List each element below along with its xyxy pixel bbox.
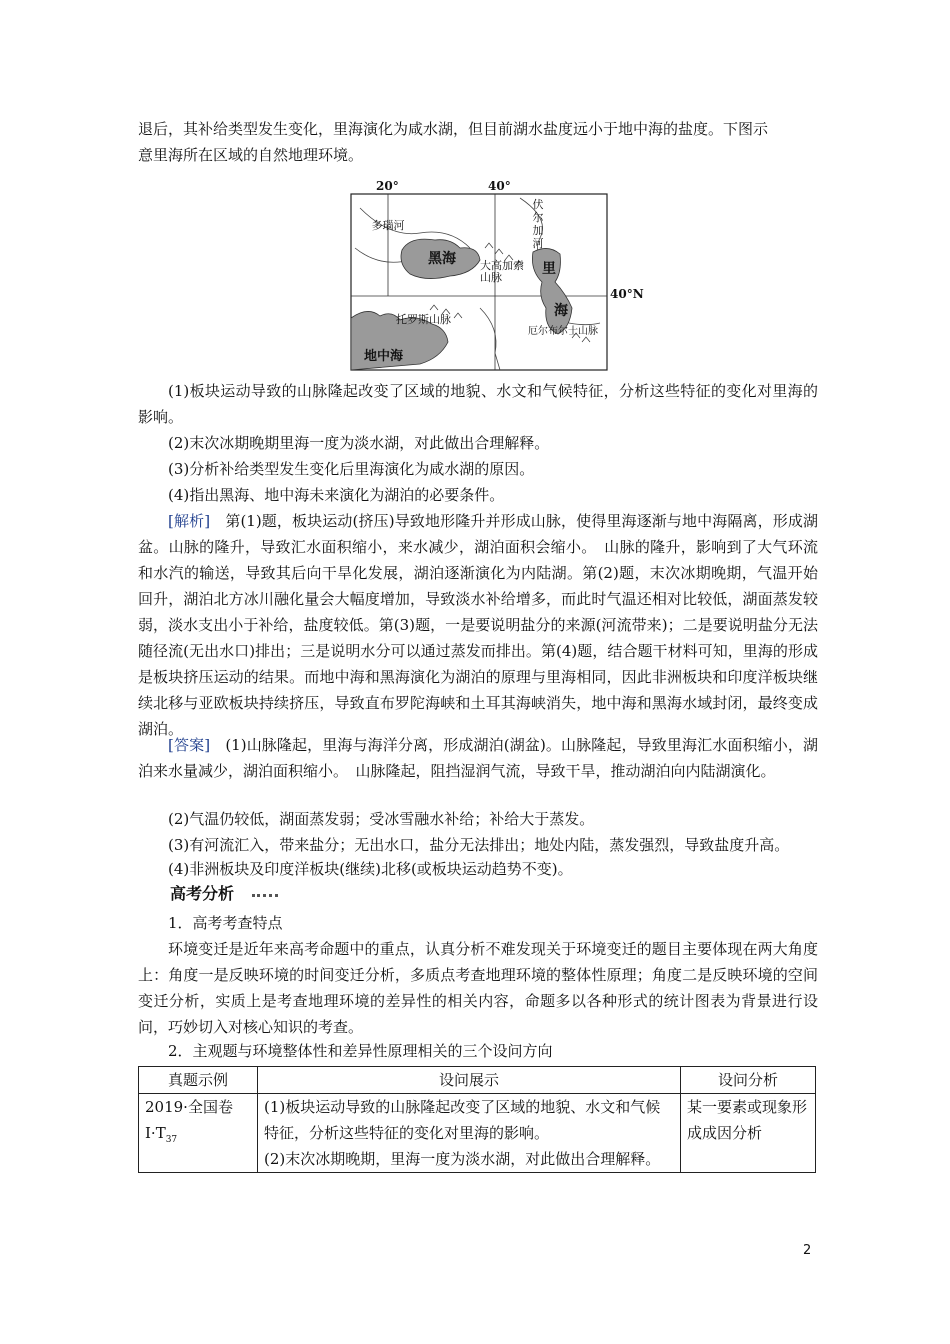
analysis-paragraph [138, 508, 818, 742]
analysis-tag: [解析] [168, 512, 211, 530]
cell-example [139, 1094, 258, 1173]
heading-dots-decoration [252, 894, 278, 900]
question-3: (3)分析补给类型发生变化后里海演化为咸水湖的原因。 [168, 460, 535, 478]
intro-line-1: 退后，其补给类型发生变化，里海演化为咸水湖，但目前湖水盐度远小于地中海的盐度。下图示 [138, 120, 769, 138]
answer-1: (1)山脉隆起，里海与海洋分离，形成湖泊(湖盆)。山脉隆起，导致里海汇水面积缩小，湖泊来水量减少，湖泊面积缩小。 山脉隆起，阻挡湿润气流，导致干旱，推动湖泊向内陆湖演化。 [138, 736, 818, 780]
exam-analysis-heading: 高考分析 [170, 884, 235, 903]
caspian-region-map [350, 178, 642, 372]
page-number: 2 [803, 1243, 812, 1258]
mediterranean-label: 地中海 [364, 349, 404, 364]
elburz-label: 厄尔布尔士山脉 [528, 326, 598, 337]
cell-analysis: 某一要素或现象形成成因分析 [681, 1094, 816, 1173]
analysis-text: 第(1)题，板块运动(挤压)导致地形隆升并形成山脉，使得里海逐渐与地中海隔离，形成湖盆。山脉的隆升，导致汇水面积缩小，来水减少，湖泊面积会缩小。 山脉的隆升，影响到了大气环流和水汽的输送，导致其后向干旱化发展，湖泊逐渐演化为内陆湖。第(2)题，末次冰期晚期，气温开始回升，湖泊北方冰川融化量会大幅度增加，导致淡水补给增多，而此时气温还相对比较低，湖面蒸发较弱，淡水支出小于补给，盐度较低。第(3)题，一是要说明盐分的来源(河流带来)；二是要说明盐分无法随径流(无出水口)排出；三是说明水分可以通过蒸发而排出。第(4)题，结合题干材料可知，里海的形成是板块挤压运动的结果。而地中海和黑海演化为湖泊的原理与里海相同，因此非洲板块和印度洋板块继续北移与亚欧板块持续挤压，导致直布罗陀海峡和土耳其海峡消失，地中海和黑海水域封闭，最终变成湖泊。 [138, 512, 818, 738]
question-direction-table [138, 1066, 816, 1173]
lon-40-label: 40° [488, 179, 511, 193]
example-text: 2019·全国卷Ⅰ·T [145, 1098, 233, 1142]
taurus-label: 托罗斯山脉 [396, 313, 451, 326]
header-example: 真题示例 [139, 1067, 258, 1094]
question-4: (4)指出黑海、地中海未来演化为湖泊的必要条件。 [168, 486, 505, 504]
example-subscript: 37 [165, 1135, 178, 1145]
answer-4: (4)非洲板块及印度洋板块(继续)北移(或板块运动趋势不变)。 [168, 860, 573, 878]
caucasus-label: 大高加索山脉 [480, 259, 524, 284]
black-sea-label: 黑海 [428, 251, 456, 267]
table-row [139, 1094, 816, 1173]
answer-paragraph [138, 732, 818, 784]
table-question-2: (2)末次冰期晚期，里海一度为淡水湖，对此做出合理解释。 [264, 1150, 661, 1168]
section-1-title: 1．高考考查特点 [168, 914, 283, 932]
table-header-row [139, 1067, 816, 1094]
answer-3: (3)有河流汇入，带来盐分；无出水口，盐分无法排出；地处内陆，蒸发强烈，导致盐度升高。 [168, 836, 790, 854]
danube-label: 多瑙河 [371, 219, 405, 232]
cell-questions [258, 1094, 681, 1173]
answer-tag: [答案] [168, 736, 211, 754]
volga-label: 伏尔加河 [532, 198, 544, 250]
section-2-title: 2．主观题与环境整体性和差异性原理相关的三个设问方向 [168, 1042, 553, 1060]
answer-2: (2)气温仍较低，湖面蒸发弱；受冰雪融水补给；补给大于蒸发。 [168, 810, 595, 828]
caspian-hai-label: 海 [554, 303, 568, 319]
caspian-li-label: 里 [542, 261, 556, 277]
question-1: (1)板块运动导致的山脉隆起改变了区域的地貌、水文和气候特征，分析这些特征的变化对里海的影响。 [138, 382, 818, 426]
header-questions: 设问展示 [258, 1067, 681, 1094]
lon-20-label: 20° [376, 179, 399, 193]
section-1-text: 环境变迁是近年来高考命题中的重点，认真分析不难发现关于环境变迁的题目主要体现在两大角度上：角度一是反映环境的时间变迁分析，多质点考查地理环境的整体性原理；角度二是反映环境的空间变迁分析，实质上是考查地理环境的差异性的相关内容，命题多以各种形式的统计图表为背景进行设问，巧妙切入对核心知识的考查。 [138, 940, 818, 1036]
intro-line-2: 意里海所在区域的自然地理环境。 [138, 146, 364, 164]
question-2: (2)末次冰期晚期里海一度为淡水湖，对此做出合理解释。 [168, 434, 550, 452]
table-question-1: (1)板块运动导致的山脉隆起改变了区域的地貌、水文和气候特征，分析这些特征的变化对里海的影响。 [264, 1098, 661, 1142]
lat-40n-label: 40°N [610, 287, 644, 301]
header-analysis: 设问分析 [681, 1067, 816, 1094]
